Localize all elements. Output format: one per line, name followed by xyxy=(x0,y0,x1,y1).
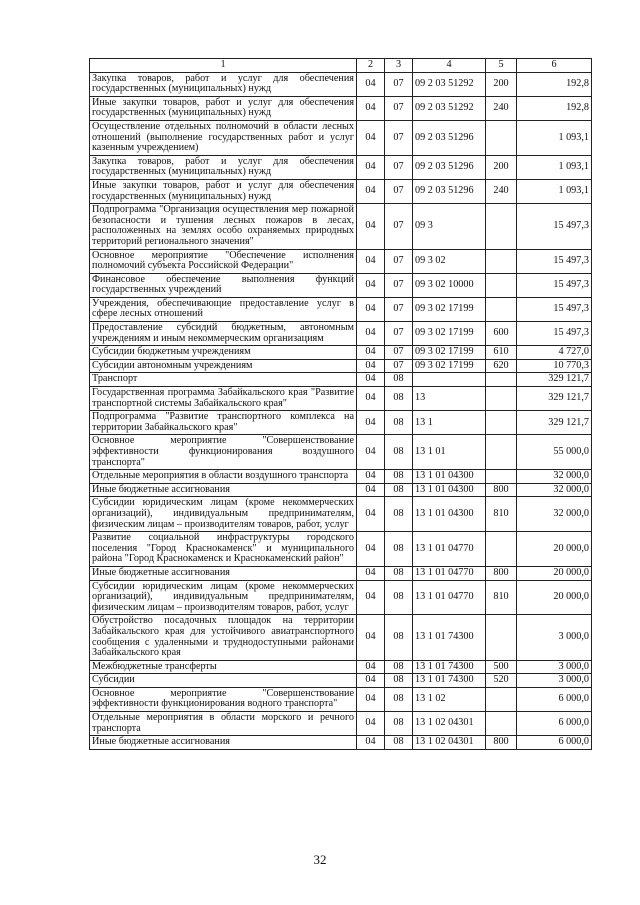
row-amount: 20 000,0 xyxy=(517,532,592,567)
row-amount: 1 093,1 xyxy=(517,155,592,179)
row-subsection: 07 xyxy=(385,359,413,373)
row-expense-type: 520 xyxy=(486,674,517,688)
row-section: 04 xyxy=(357,660,385,674)
row-section: 04 xyxy=(357,435,385,470)
row-subsection: 07 xyxy=(385,179,413,203)
row-name: Государственная программа Забайкальского края "Развитие транспортной системы Забайкальского края" xyxy=(90,387,357,411)
row-section: 04 xyxy=(357,387,385,411)
page-number: 32 xyxy=(313,852,327,867)
row-section: 04 xyxy=(357,712,385,736)
row-expense-type: 200 xyxy=(486,72,517,96)
row-subsection: 07 xyxy=(385,273,413,297)
row-subsection: 07 xyxy=(385,72,413,96)
row-name: Иные закупки товаров, работ и услуг для обеспечения государственных (муниципальных) нужд xyxy=(90,96,357,120)
row-expense-type: 500 xyxy=(486,660,517,674)
row-target-code: 09 2 03 51296 xyxy=(413,179,486,203)
row-expense-type xyxy=(486,615,517,660)
row-subsection: 08 xyxy=(385,497,413,532)
row-name: Субсидии автономным учреждениям xyxy=(90,359,357,373)
row-section: 04 xyxy=(357,497,385,532)
table-row xyxy=(90,155,592,179)
row-section: 04 xyxy=(357,72,385,96)
table-row xyxy=(90,387,592,411)
table-row xyxy=(90,497,592,532)
row-subsection: 07 xyxy=(385,346,413,360)
row-name: Подпрограмма "Развитие транспортного комплекса на территории Забайкальского края" xyxy=(90,411,357,435)
table-row xyxy=(90,179,592,203)
row-target-code: 09 2 03 51296 xyxy=(413,120,486,155)
row-expense-type xyxy=(486,470,517,484)
row-amount: 20 000,0 xyxy=(517,580,592,615)
row-amount: 1 093,1 xyxy=(517,179,592,203)
row-subsection: 07 xyxy=(385,297,413,321)
row-target-code: 09 3 02 17199 xyxy=(413,297,486,321)
row-name: Иные бюджетные ассигнования xyxy=(90,736,357,750)
table-row xyxy=(90,470,592,484)
row-expense-type: 240 xyxy=(486,179,517,203)
row-amount: 192,8 xyxy=(517,96,592,120)
row-expense-type xyxy=(486,411,517,435)
row-name: Иные закупки товаров, работ и услуг для обеспечения государственных (муниципальных) нужд xyxy=(90,179,357,203)
row-name: Финансовое обеспечение выполнения функций государственных учреждений xyxy=(90,273,357,297)
row-target-code: 13 1 01 04300 xyxy=(413,470,486,484)
table-row xyxy=(90,580,592,615)
row-name: Субсидии бюджетным учреждениям xyxy=(90,346,357,360)
table-row xyxy=(90,435,592,470)
row-section: 04 xyxy=(357,687,385,711)
row-amount: 15 497,3 xyxy=(517,322,592,346)
row-section: 04 xyxy=(357,580,385,615)
row-expense-type: 610 xyxy=(486,346,517,360)
row-amount: 15 497,3 xyxy=(517,297,592,321)
row-subsection: 08 xyxy=(385,566,413,580)
table-row xyxy=(90,532,592,567)
column-header: 5 xyxy=(486,59,517,73)
row-section: 04 xyxy=(357,736,385,750)
row-section: 04 xyxy=(357,120,385,155)
row-name: Иные бюджетные ассигнования xyxy=(90,566,357,580)
row-subsection: 07 xyxy=(385,120,413,155)
row-target-code: 13 xyxy=(413,387,486,411)
row-subsection: 07 xyxy=(385,322,413,346)
row-name: Закупка товаров, работ и услуг для обеспечения государственных (муниципальных) нужд xyxy=(90,155,357,179)
column-header: 4 xyxy=(413,59,486,73)
row-section: 04 xyxy=(357,346,385,360)
row-target-code xyxy=(413,373,486,387)
row-target-code: 09 3 02 17199 xyxy=(413,359,486,373)
row-section: 04 xyxy=(357,179,385,203)
table-row xyxy=(90,373,592,387)
column-header: 3 xyxy=(385,59,413,73)
row-expense-type: 200 xyxy=(486,155,517,179)
table-row xyxy=(90,674,592,688)
table-row xyxy=(90,120,592,155)
row-subsection: 08 xyxy=(385,580,413,615)
table-row xyxy=(90,359,592,373)
row-name: Осуществление отдельных полномочий в области лесных отношений (выполнение государственных работ и услуг казенным учреждением) xyxy=(90,120,357,155)
row-amount: 3 000,0 xyxy=(517,660,592,674)
row-amount: 4 727,0 xyxy=(517,346,592,360)
row-subsection: 07 xyxy=(385,155,413,179)
row-subsection: 08 xyxy=(385,660,413,674)
row-subsection: 07 xyxy=(385,204,413,249)
row-amount: 20 000,0 xyxy=(517,566,592,580)
row-name: Межбюджетные трансферты xyxy=(90,660,357,674)
row-target-code: 13 1 02 04301 xyxy=(413,712,486,736)
table-header-row xyxy=(90,59,592,73)
row-target-code: 09 3 xyxy=(413,204,486,249)
row-target-code: 09 3 02 17199 xyxy=(413,346,486,360)
row-name: Транспорт xyxy=(90,373,357,387)
table-row xyxy=(90,687,592,711)
row-subsection: 07 xyxy=(385,96,413,120)
row-name: Предоставление субсидий бюджетным, автономным учреждениям и иным некоммерческим организациям xyxy=(90,322,357,346)
row-target-code: 13 1 01 04300 xyxy=(413,497,486,532)
row-name: Основное мероприятие "Обеспечение исполнения полномочий субъекта Российской Федерации" xyxy=(90,249,357,273)
row-expense-type xyxy=(486,120,517,155)
row-amount: 32 000,0 xyxy=(517,470,592,484)
table-row xyxy=(90,566,592,580)
row-section: 04 xyxy=(357,566,385,580)
row-target-code: 09 2 03 51292 xyxy=(413,72,486,96)
row-expense-type xyxy=(486,297,517,321)
table-row xyxy=(90,483,592,497)
row-amount: 192,8 xyxy=(517,72,592,96)
row-section: 04 xyxy=(357,470,385,484)
row-expense-type xyxy=(486,249,517,273)
row-subsection: 08 xyxy=(385,736,413,750)
row-subsection: 08 xyxy=(385,435,413,470)
row-name: Отдельные мероприятия в области воздушного транспорта xyxy=(90,470,357,484)
row-amount: 6 000,0 xyxy=(517,687,592,711)
row-amount: 32 000,0 xyxy=(517,483,592,497)
row-target-code: 13 1 02 xyxy=(413,687,486,711)
row-subsection: 08 xyxy=(385,687,413,711)
row-target-code: 09 3 02 10000 xyxy=(413,273,486,297)
table-row xyxy=(90,72,592,96)
row-section: 04 xyxy=(357,411,385,435)
row-target-code: 13 1 xyxy=(413,411,486,435)
table-row xyxy=(90,273,592,297)
row-amount: 15 497,3 xyxy=(517,204,592,249)
row-expense-type: 800 xyxy=(486,736,517,750)
row-amount: 329 121,7 xyxy=(517,387,592,411)
row-section: 04 xyxy=(357,273,385,297)
row-name: Иные бюджетные ассигнования xyxy=(90,483,357,497)
row-target-code: 09 2 03 51296 xyxy=(413,155,486,179)
row-name: Субсидии xyxy=(90,674,357,688)
row-amount: 6 000,0 xyxy=(517,712,592,736)
row-subsection: 08 xyxy=(385,532,413,567)
row-section: 04 xyxy=(357,359,385,373)
row-subsection: 08 xyxy=(385,674,413,688)
row-subsection: 08 xyxy=(385,387,413,411)
row-expense-type: 620 xyxy=(486,359,517,373)
row-expense-type: 800 xyxy=(486,483,517,497)
row-subsection: 07 xyxy=(385,249,413,273)
row-target-code: 09 3 02 17199 xyxy=(413,322,486,346)
table-row xyxy=(90,660,592,674)
row-name: Основное мероприятие "Совершенствование эффективности функционирования воздушного транспорта" xyxy=(90,435,357,470)
table-row xyxy=(90,96,592,120)
row-subsection: 08 xyxy=(385,411,413,435)
row-target-code: 13 1 01 04770 xyxy=(413,532,486,567)
row-subsection: 08 xyxy=(385,615,413,660)
row-target-code: 13 1 01 04300 xyxy=(413,483,486,497)
row-subsection: 08 xyxy=(385,712,413,736)
row-target-code: 09 2 03 51292 xyxy=(413,96,486,120)
table-row xyxy=(90,712,592,736)
row-expense-type: 240 xyxy=(486,96,517,120)
row-section: 04 xyxy=(357,322,385,346)
row-amount: 10 770,3 xyxy=(517,359,592,373)
row-amount: 6 000,0 xyxy=(517,736,592,750)
row-target-code: 13 1 01 04770 xyxy=(413,580,486,615)
row-amount: 55 000,0 xyxy=(517,435,592,470)
row-name: Субсидии юридическим лицам (кроме некоммерческих организаций), индивидуальным предпринимателям, физическим лицам – производителям товаров, работ, услуг xyxy=(90,580,357,615)
column-header: 6 xyxy=(517,59,592,73)
row-name: Основное мероприятие "Совершенствование эффективности функционирования водного транспорта" xyxy=(90,687,357,711)
row-section: 04 xyxy=(357,674,385,688)
row-name: Закупка товаров, работ и услуг для обеспечения государственных (муниципальных) нужд xyxy=(90,72,357,96)
row-name: Развитие социальной инфраструктуры городского поселения "Город Краснокаменск" и муниципального района "Город Краснокаменск и Краснокаменский район" xyxy=(90,532,357,567)
column-header: 1 xyxy=(90,59,357,73)
row-target-code: 13 1 01 xyxy=(413,435,486,470)
table-row xyxy=(90,322,592,346)
row-amount: 15 497,3 xyxy=(517,273,592,297)
row-amount: 3 000,0 xyxy=(517,615,592,660)
table-row xyxy=(90,346,592,360)
row-expense-type xyxy=(486,435,517,470)
row-amount: 329 121,7 xyxy=(517,373,592,387)
column-header: 2 xyxy=(357,59,385,73)
row-section: 04 xyxy=(357,373,385,387)
row-target-code: 13 1 02 04301 xyxy=(413,736,486,750)
row-amount: 329 121,7 xyxy=(517,411,592,435)
row-name: Отдельные мероприятия в области морского и речного транспорта xyxy=(90,712,357,736)
table-row xyxy=(90,297,592,321)
row-expense-type xyxy=(486,387,517,411)
row-name: Учреждения, обеспечивающие предоставление услуг в сфере лесных отношений xyxy=(90,297,357,321)
row-name: Подпрограмма "Организация осуществления мер пожарной безопасности и тушения лесных пожаров в лесах, расположенных на землях особо охраняемых природных территорий регионального значения" xyxy=(90,204,357,249)
row-name: Субсидии юридическим лицам (кроме некоммерческих организаций), индивидуальным предпринимателям, физическим лицам – производителям товаров, работ, услуг xyxy=(90,497,357,532)
table-row xyxy=(90,615,592,660)
row-expense-type xyxy=(486,373,517,387)
row-subsection: 08 xyxy=(385,483,413,497)
row-amount: 3 000,0 xyxy=(517,674,592,688)
row-section: 04 xyxy=(357,96,385,120)
budget-table xyxy=(89,58,592,750)
row-section: 04 xyxy=(357,204,385,249)
row-section: 04 xyxy=(357,155,385,179)
row-target-code: 13 1 01 04770 xyxy=(413,566,486,580)
row-name: Обустройство посадочных площадок на территории Забайкальского края для устойчивого авиатранспортного сообщения с удаленными и труднодоступными районами Забайкальского края xyxy=(90,615,357,660)
row-amount: 32 000,0 xyxy=(517,497,592,532)
row-amount: 15 497,3 xyxy=(517,249,592,273)
row-expense-type: 800 xyxy=(486,566,517,580)
row-amount: 1 093,1 xyxy=(517,120,592,155)
row-expense-type: 600 xyxy=(486,322,517,346)
table-row xyxy=(90,411,592,435)
table-row xyxy=(90,249,592,273)
row-subsection: 08 xyxy=(385,470,413,484)
row-target-code: 13 1 01 74300 xyxy=(413,674,486,688)
row-target-code: 13 1 01 74300 xyxy=(413,660,486,674)
row-target-code: 13 1 01 74300 xyxy=(413,615,486,660)
row-section: 04 xyxy=(357,297,385,321)
table-body xyxy=(90,72,592,749)
row-section: 04 xyxy=(357,615,385,660)
row-section: 04 xyxy=(357,249,385,273)
table-row xyxy=(90,736,592,750)
row-expense-type xyxy=(486,273,517,297)
row-subsection: 08 xyxy=(385,373,413,387)
row-expense-type: 810 xyxy=(486,497,517,532)
row-section: 04 xyxy=(357,483,385,497)
row-expense-type xyxy=(486,204,517,249)
row-expense-type xyxy=(486,532,517,567)
row-expense-type xyxy=(486,712,517,736)
row-section: 04 xyxy=(357,532,385,567)
table-row xyxy=(90,204,592,249)
row-expense-type xyxy=(486,687,517,711)
row-target-code: 09 3 02 xyxy=(413,249,486,273)
row-expense-type: 810 xyxy=(486,580,517,615)
